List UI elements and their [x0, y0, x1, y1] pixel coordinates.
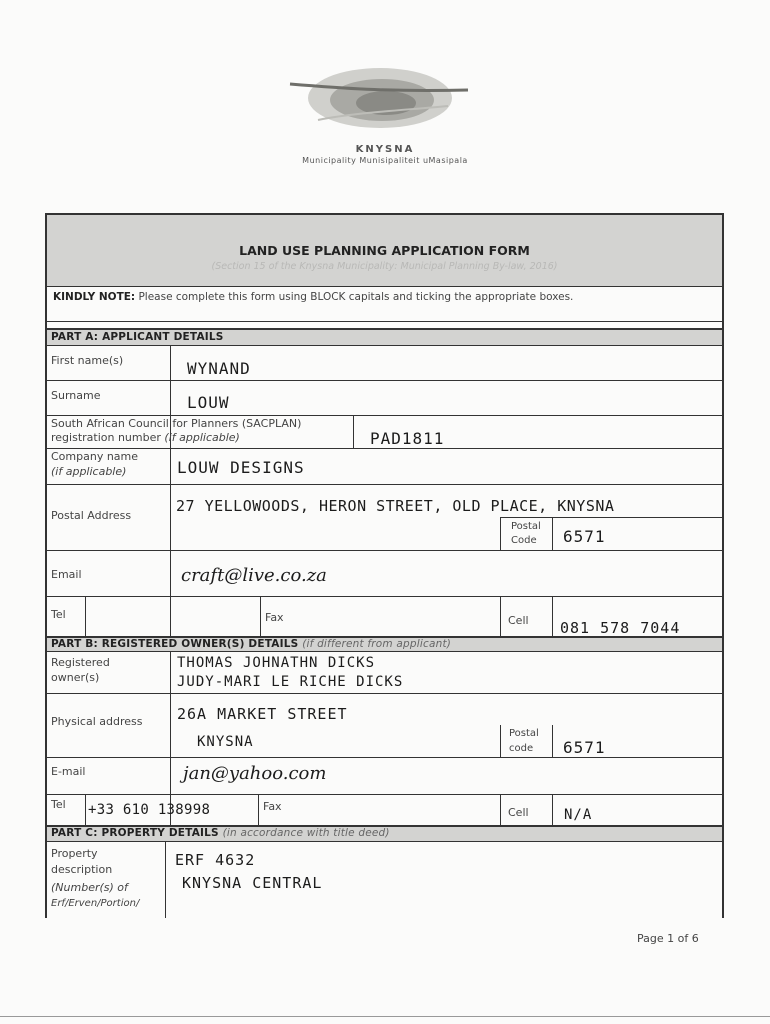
owner-label-2: owner(s)	[51, 671, 100, 684]
postal-code-label-2: Code	[511, 535, 537, 546]
scan-edge-line	[0, 1016, 770, 1017]
postal-address-value[interactable]: 27 YELLOWOODS, HERON STREET, OLD PLACE, KNYSNA	[176, 497, 615, 515]
rule	[45, 380, 724, 381]
company-label-italic: (if applicable)	[51, 465, 127, 478]
page-number: Page 1 of 6	[637, 932, 699, 945]
rule	[45, 693, 724, 694]
sacplan-divider	[353, 415, 354, 448]
sacplan-label-italic: (if applicable)	[164, 431, 240, 444]
property-label: Property	[51, 847, 98, 860]
owner-cell-value[interactable]: N/A	[564, 807, 593, 823]
property-value-1[interactable]: ERF 4632	[175, 851, 256, 869]
part-b-title-text: PART B: REGISTERED OWNER(S) DETAILS	[51, 638, 299, 650]
rule	[45, 448, 724, 449]
part-c-title-italic: (in accordance with title deed)	[222, 827, 390, 839]
tel-divider	[85, 596, 86, 636]
label-divider	[165, 841, 166, 918]
company-label: Company name	[51, 450, 139, 463]
cell-divider	[552, 596, 553, 636]
note-text: Please complete this form using BLOCK capitals and ticking the appropriate boxes.	[138, 291, 574, 303]
email-label: Email	[51, 568, 82, 581]
rule	[45, 651, 724, 652]
label-divider	[170, 484, 171, 636]
sacplan-label-2	[51, 431, 240, 444]
kindly-note	[53, 291, 573, 303]
owner-cell-label: Cell	[508, 806, 529, 819]
owner-postal-code-label-2: code	[509, 743, 534, 754]
owner-email-label: E-mail	[51, 765, 86, 778]
physical-address-label: Physical address	[51, 715, 143, 728]
cell-label: Cell	[508, 614, 529, 627]
rule	[45, 328, 724, 330]
postal-code-divider	[500, 725, 501, 757]
note-label: KINDLY NOTE:	[53, 291, 136, 303]
application-form	[45, 213, 724, 918]
property-label-2: description	[51, 863, 113, 876]
label-divider	[170, 651, 171, 825]
tel-divider	[85, 794, 86, 825]
part-a-title: PART A: APPLICANT DETAILS	[51, 331, 224, 343]
first-name-label: First name(s)	[51, 354, 124, 367]
postal-code-divider	[552, 517, 553, 550]
tel-label: Tel	[51, 608, 66, 621]
postal-code-divider	[500, 517, 501, 550]
form-subtitle: (Section 15 of the Knysna Municipality: Municipal Planning By-law, 2016)	[211, 261, 558, 272]
fax-divider	[260, 596, 261, 636]
border-top	[45, 213, 724, 215]
cell-divider	[500, 596, 501, 636]
postal-code-label: Postal	[511, 521, 541, 532]
postal-address-label: Postal Address	[51, 509, 132, 522]
property-value-2[interactable]: KNYSNA CENTRAL	[182, 874, 323, 892]
sacplan-value[interactable]: PAD1811	[370, 429, 445, 448]
sacplan-label-text: registration number	[51, 431, 161, 444]
first-name-value[interactable]: WYNAND	[187, 359, 251, 378]
rule	[45, 794, 724, 795]
email-value[interactable]: craft@live.co.za	[181, 565, 327, 586]
part-b-title-italic: (if different from applicant)	[302, 638, 452, 650]
owner-label: Registered	[51, 656, 110, 669]
rule	[45, 550, 724, 551]
rule	[45, 345, 724, 346]
surname-value[interactable]: LOUW	[187, 393, 230, 412]
knysna-logo	[278, 62, 478, 140]
property-label-4: Erf/Erven/Portion/	[51, 898, 140, 909]
org-name: KNYSNA	[355, 144, 415, 155]
postal-code-divider	[552, 725, 553, 757]
property-label-3: (Number(s) of	[51, 881, 128, 894]
rule	[45, 596, 724, 597]
border-right	[722, 213, 724, 918]
border-left	[45, 213, 47, 918]
rule	[45, 484, 724, 485]
owner-value-1[interactable]: THOMAS JOHNATHN DICKS	[177, 655, 376, 671]
owner-email-value[interactable]: jan@yahoo.com	[183, 763, 327, 784]
postal-code-value[interactable]: 6571	[563, 527, 606, 546]
part-c-title	[51, 827, 390, 839]
surname-label: Surname	[51, 389, 101, 402]
sacplan-label: South African Council for Planners (SACPLAN)	[51, 417, 302, 430]
owner-fax-label: Fax	[263, 800, 282, 813]
rule	[45, 757, 724, 758]
company-value[interactable]: LOUW DESIGNS	[177, 458, 305, 477]
physical-address-value-2[interactable]: KNYSNA	[197, 734, 254, 750]
org-subtitle: Municipality Munisipaliteit uMasipala	[302, 156, 468, 165]
label-divider	[170, 345, 171, 484]
cell-divider	[500, 794, 501, 825]
owner-postal-code-label: Postal	[509, 728, 539, 739]
owner-value-2[interactable]: JUDY-MARI LE RICHE DICKS	[177, 674, 404, 690]
form-title: LAND USE PLANNING APPLICATION FORM	[239, 243, 530, 258]
cell-value[interactable]: 081 578 7044	[560, 619, 681, 637]
owner-tel-label: Tel	[51, 798, 66, 811]
rule	[45, 841, 724, 842]
rule	[45, 286, 724, 287]
rule	[45, 321, 724, 322]
part-c-title-text: PART C: PROPERTY DETAILS	[51, 827, 219, 839]
owner-tel-value[interactable]: +33 610 138998	[88, 802, 211, 818]
rule	[45, 415, 724, 416]
fax-label: Fax	[265, 611, 284, 624]
owner-postal-code-value[interactable]: 6571	[563, 738, 606, 757]
physical-address-value-1[interactable]: 26A MARKET STREET	[177, 705, 348, 723]
cell-divider	[552, 794, 553, 825]
fax-divider	[258, 794, 259, 825]
postal-rule	[500, 517, 724, 518]
part-b-title	[51, 638, 451, 650]
